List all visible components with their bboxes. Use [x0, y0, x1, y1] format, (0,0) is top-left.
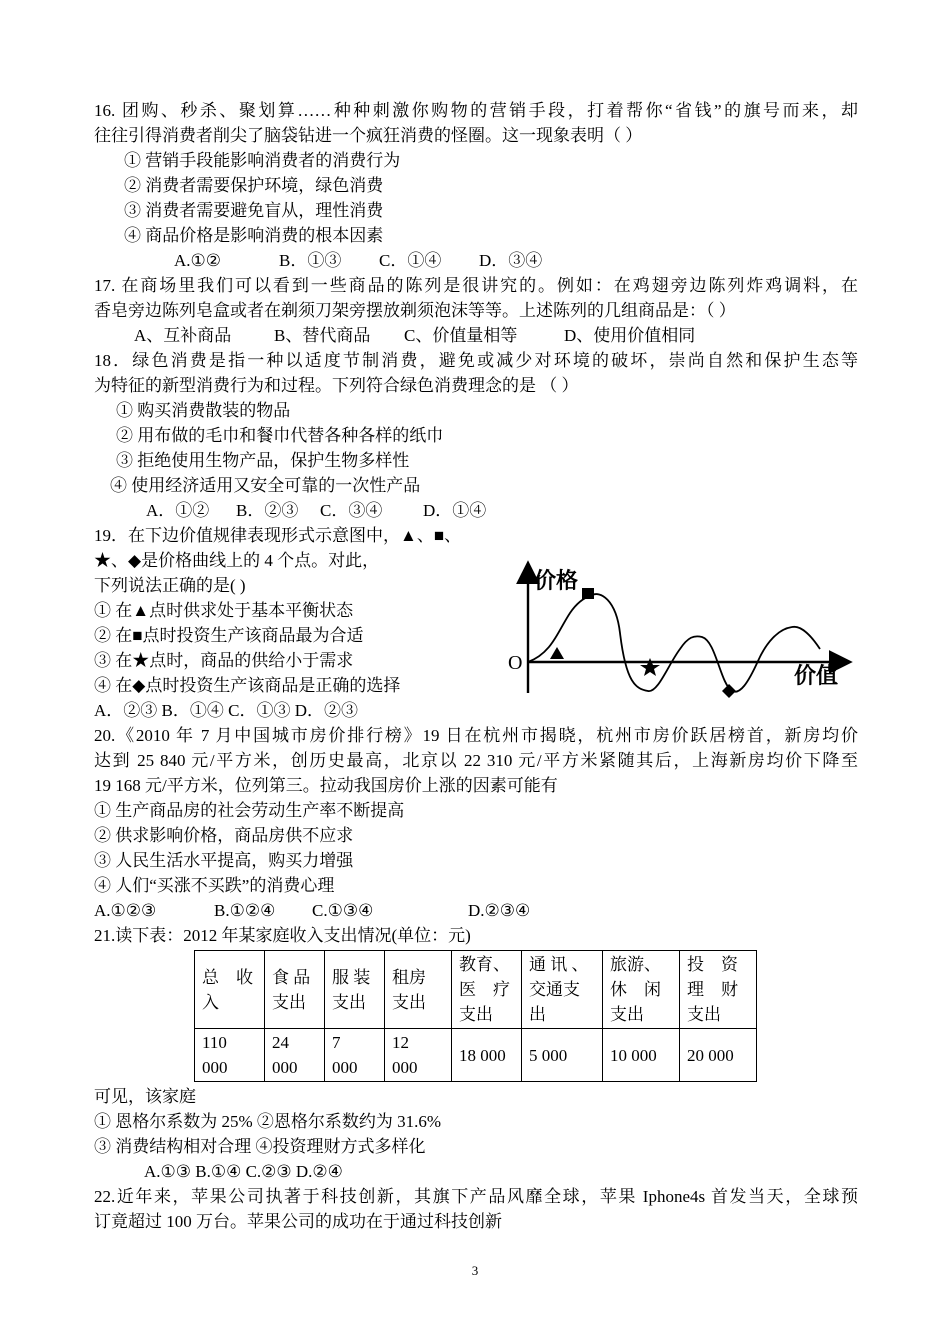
- table-cell: 7 000: [325, 1029, 385, 1082]
- q17-option-c: C、价值量相等: [404, 326, 518, 345]
- q20-option-c: C.①③④: [312, 901, 374, 920]
- header-cell: 总 收 入: [195, 951, 265, 1029]
- header-cell: 服 装 支出: [325, 951, 385, 1029]
- q19-stem-line1: 19．在下边价值规律表现形式示意图中，▲、■、: [94, 526, 462, 545]
- q19-item-3: ③ 在★点时，商品的供给小于需求: [94, 651, 354, 670]
- table-header-row: [195, 951, 757, 1029]
- q19-item-4: ④ 在◆点时投资生产该商品是正确的选择: [94, 676, 401, 695]
- q16-option-c: C．①④: [379, 251, 442, 270]
- triangle-marker: [550, 647, 564, 659]
- q20-option-a: A.①②③: [94, 901, 157, 920]
- q16-item-4: ④ 商品价格是影响消费的根本因素: [124, 226, 384, 245]
- origin-label: O: [508, 652, 523, 674]
- header-cell: 租房 支出: [385, 951, 452, 1029]
- square-marker: [582, 588, 594, 599]
- q18-option-a: A．①②: [146, 501, 210, 520]
- q18-item-1: ① 购买消费散装的物品: [116, 401, 291, 420]
- q17-stem-line2: 香皂旁边陈列皂盒或者在剃须刀架旁摆放剃须泡沫等等。上述陈列的几组商品是：（ ）: [94, 301, 736, 320]
- q19-item-1: ① 在▲点时供求处于基本平衡状态: [94, 601, 354, 620]
- q20-stem-line3: 19 168 元/平方米，位列第三。拉动我国房价上涨的因素可能有: [94, 776, 558, 795]
- q18-item-4: ④ 使用经济适用又安全可靠的一次性产品: [110, 476, 421, 495]
- table-row: [195, 1029, 757, 1082]
- q18-stem-line1: 18．绿色消费是指一种以适度节制消费，避免或减少对环境的破坏，崇尚自然和保护生态等: [94, 351, 858, 370]
- q21-after: 可见，该家庭: [94, 1087, 196, 1106]
- diamond-marker: [722, 684, 736, 698]
- q16-item-2: ② 消费者需要保护环境，绿色消费: [124, 176, 384, 195]
- q18-item-3: ③ 拒绝使用生物产品，保护生物多样性: [116, 451, 410, 470]
- q16-option-a: A.①②: [174, 251, 222, 270]
- value-law-diagram: [508, 553, 858, 723]
- q21-items-line1: ① 恩格尔系数为 25% ②恩格尔系数约为 31.6%: [94, 1112, 442, 1131]
- q18-option-c: C．③④: [320, 501, 383, 520]
- q17-options: [94, 323, 858, 348]
- star-marker: [640, 658, 660, 676]
- q16-stem-line2: 往往引得消费者削尖了脑袋钻进一个疯狂消费的怪圈。这一现象表明（ ）: [94, 126, 643, 145]
- q19-block: [94, 523, 858, 723]
- q17-option-a: A、互补商品: [134, 326, 232, 345]
- q16-item-1: ① 营销手段能影响消费者的消费行为: [124, 151, 401, 170]
- q19-stem-line2: ★、◆是价格曲线上的 4 个点。对此，: [94, 551, 380, 570]
- document-body: [94, 98, 858, 1234]
- header-cell: 投 资 理 财 支出: [680, 951, 757, 1029]
- q17-stem-line1: 17. 在商场里我们可以看到一些商品的陈列是很讲究的。例如：在鸡翅旁边陈列炸鸡调料，在: [94, 276, 858, 295]
- q20-stem-line1: 20.《2010 年 7 月中国城市房价排行榜》19 日在杭州市揭晓，杭州市房价跃居榜首，新房均价: [94, 726, 858, 745]
- q20-item-4: ④ 人们“买涨不买跌”的消费心理: [94, 876, 335, 895]
- table-cell: 24 000: [265, 1029, 325, 1082]
- y-axis-label: 价格: [534, 569, 579, 594]
- q16-options: [94, 248, 858, 273]
- table-cell: 10 000: [603, 1029, 680, 1082]
- q18-options: [94, 498, 858, 523]
- header-cell: 教育、 医 疗 支出: [452, 951, 522, 1029]
- q20-options: [94, 898, 858, 923]
- header-cell: 通 讯 、 交通支 出: [522, 951, 603, 1029]
- q22-stem-line1: 22.近年来，苹果公司执著于科技创新，其旗下产品风靡全球，苹果 Iphone4s 首发当天，全球预: [94, 1187, 858, 1206]
- price-curve: [528, 594, 820, 692]
- q20-option-d: D.②③④: [468, 901, 531, 920]
- q22-stem-line2: 订竟超过 100 万台。苹果公司的成功在于通过科技创新: [94, 1212, 502, 1231]
- header-cell: 旅游、 休 闲 支出: [603, 951, 680, 1029]
- table-cell: 18 000: [452, 1029, 522, 1082]
- q16-stem-line1: 16. 团购、秒杀、聚划算……种种刺激你购物的营销手段，打着帮你“省钱”的旗号而来，却: [94, 101, 858, 120]
- q21-options: A.①③ B.①④ C.②③ D.②④: [144, 1162, 343, 1181]
- page-number: 3: [471, 1263, 479, 1278]
- table-cell: 110 000: [195, 1029, 265, 1082]
- q17-option-b: B、替代商品: [274, 326, 371, 345]
- q20-item-2: ② 供求影响价格，商品房供不应求: [94, 826, 354, 845]
- q20-item-3: ③ 人民生活水平提高，购买力增强: [94, 851, 354, 870]
- q18-item-2: ② 用布做的毛巾和餐巾代替各种各样的纸巾: [116, 426, 444, 445]
- q16-option-d: D．③④: [479, 251, 543, 270]
- q16-item-3: ③ 消费者需要避免盲从，理性消费: [124, 201, 384, 220]
- family-budget-table: [194, 950, 757, 1082]
- q19-options: A．②③ B．①④ C．①③ D．②③: [94, 701, 358, 720]
- q20-item-1: ① 生产商品房的社会劳动生产率不断提高: [94, 801, 405, 820]
- q21-items-line2: ③ 消费结构相对合理 ④投资理财方式多样化: [94, 1137, 426, 1156]
- x-axis-label: 价值: [794, 664, 839, 689]
- q19-text: [94, 523, 514, 723]
- table-cell: 5 000: [522, 1029, 603, 1082]
- q20-option-b: B.①②④: [214, 901, 276, 920]
- q17-option-d: D、使用价值相同: [564, 326, 696, 345]
- q19-stem-line3: 下列说法正确的是( ): [94, 576, 246, 595]
- table-cell: 12 000: [385, 1029, 452, 1082]
- q19-item-2: ② 在■点时投资生产该商品最为合适: [94, 626, 364, 645]
- q18-stem-line2: 为特征的新型消费行为和过程。下列符合绿色消费理念的是 （ ）: [94, 376, 579, 395]
- q21-stem: 21.读下表：2012 年某家庭收入支出情况(单位：元): [94, 926, 471, 945]
- q18-option-d: D．①④: [423, 501, 487, 520]
- table-cell: 20 000: [680, 1029, 757, 1082]
- header-cell: 食 品 支出: [265, 951, 325, 1029]
- q16-option-b: B．①③: [279, 251, 342, 270]
- q18-option-b: B．②③: [236, 501, 299, 520]
- q20-stem-line2: 达到 25 840 元/平方米，创历史最高，北京以 22 310 元/平方米紧随其后，上海新房均价下降至: [94, 751, 858, 770]
